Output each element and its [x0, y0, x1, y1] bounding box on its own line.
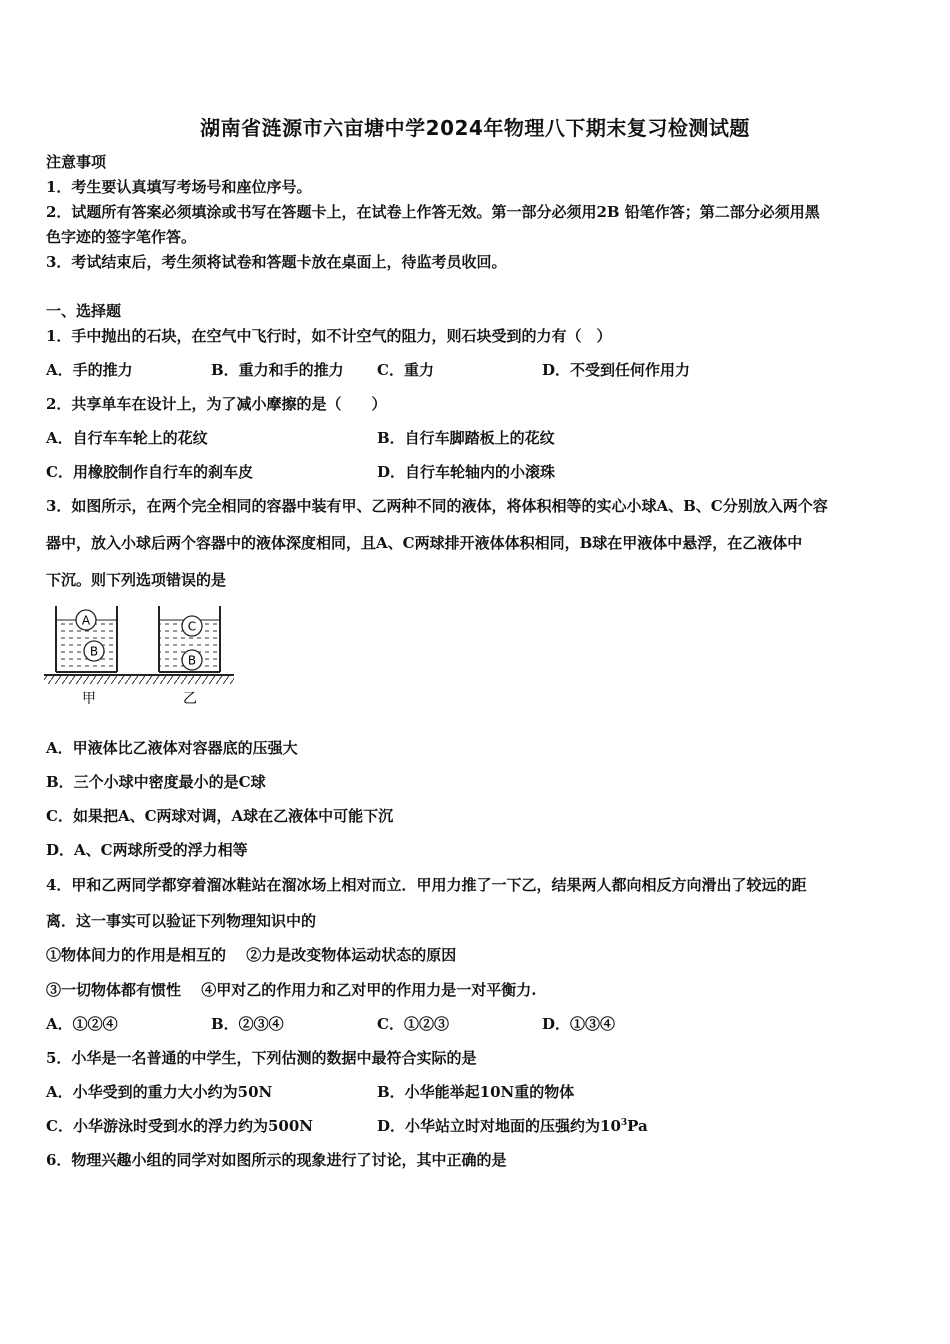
q1-option-b[interactable]: B．重力和手的推力	[211, 361, 344, 379]
q5-option-c[interactable]: C．小华游泳时受到水的浮力约为500N	[46, 1117, 313, 1135]
q5-stem: 5．小华是一名普通的中学生，下列估测的数据中最符合实际的是	[46, 1049, 477, 1067]
notice-item-1: 1．考生要认真填写考场号和座位序号。	[46, 178, 312, 196]
q5-option-d-text: D．小华站立时对地面的压强约为10	[377, 1117, 621, 1135]
q3-option-b[interactable]: B．三个小球中密度最小的是C球	[46, 773, 266, 791]
q2-option-c[interactable]: C．用橡胶制作自行车的刹车皮	[46, 463, 253, 481]
notice-heading: 注意事项	[46, 153, 107, 171]
q5-option-d-unit: Pa	[627, 1117, 648, 1135]
q3-stem-line-2: 器中，放入小球后两个容器中的液体深度相同，且A、C两球排开液体体积相同，B球在甲液体中悬浮，在乙液体中	[46, 534, 803, 552]
q5-option-a[interactable]: A．小华受到的重力大小约为50N	[46, 1083, 273, 1101]
q2-option-d[interactable]: D．自行车轮轴内的小滚珠	[377, 463, 556, 481]
notice-item-2-cont: 色字迹的签字笔作答。	[46, 228, 197, 246]
section-heading: 一、选择题	[46, 302, 122, 320]
q3-containers-figure	[44, 600, 234, 712]
notice-item-2: 2．试题所有答案必须填涂或书写在答题卡上，在试卷上作答无效。第一部分必须用2B 铅笔作答；第二部分必须用黑	[46, 203, 820, 221]
q4-statements-2: ③一切物体都有惯性 ④甲对乙的作用力和乙对甲的作用力是一对平衡力.	[46, 981, 537, 999]
q3-stem-line-1: 3．如图所示，在两个完全相同的容器中装有甲、乙两种不同的液体，将体积相等的实心小球A、B、C分别放入两个容	[46, 497, 828, 515]
q2-option-a[interactable]: A．自行车车轮上的花纹	[46, 429, 208, 447]
q6-stem: 6．物理兴趣小组的同学对如图所示的现象进行了讨论，其中正确的是	[46, 1151, 507, 1169]
q4-option-a[interactable]: A．①②④	[46, 1015, 118, 1033]
label-jia: 甲	[82, 691, 96, 707]
ball-b-right-label: B	[187, 653, 197, 668]
q3-option-c[interactable]: C．如果把A、C两球对调，A球在乙液体中可能下沉	[46, 807, 394, 825]
q2-stem: 2．共享单车在设计上，为了减小摩擦的是（ ）	[46, 395, 387, 413]
page-title: 湖南省涟源市六亩塘中学2024年物理八下期末复习检测试题	[200, 116, 750, 140]
q1-stem: 1．手中抛出的石块，在空气中飞行时，如不计空气的阻力，则石块受到的力有（ ）	[46, 327, 612, 345]
q2-option-b[interactable]: B．自行车脚踏板上的花纹	[377, 429, 555, 447]
q3-option-a[interactable]: A．甲液体比乙液体对容器底的压强大	[46, 739, 298, 757]
ball-c-label: C	[187, 619, 197, 634]
q3-option-d[interactable]: D．A、C两球所受的浮力相等	[46, 841, 248, 859]
ball-a-label: A	[81, 613, 91, 628]
q4-option-b[interactable]: B．②③④	[211, 1015, 284, 1033]
container-right	[159, 606, 220, 672]
q1-option-a[interactable]: A．手的推力	[46, 361, 133, 379]
q1-option-d[interactable]: D．不受到任何作用力	[542, 361, 691, 379]
q5-option-d[interactable]	[377, 1116, 648, 1136]
q4-statements-1: ①物体间力的作用是相互的 ②力是改变物体运动状态的原因	[46, 946, 457, 964]
q5-option-d-exponent: 3	[620, 1118, 628, 1128]
q4-stem-line-2: 离．这一事实可以验证下列物理知识中的	[46, 912, 317, 930]
container-left	[56, 606, 117, 672]
q4-option-d[interactable]: D．①③④	[542, 1015, 616, 1033]
q4-option-c[interactable]: C．①②③	[377, 1015, 449, 1033]
ground	[44, 675, 234, 684]
notice-item-3: 3．考试结束后，考生须将试卷和答题卡放在桌面上，待监考员收回。	[46, 253, 507, 271]
q4-stem-line-1: 4．甲和乙两同学都穿着溜冰鞋站在溜冰场上相对而立．甲用力推了一下乙，结果两人都向相反方向滑出了较远的距	[46, 876, 807, 894]
ball-b-left-label: B	[89, 644, 99, 659]
q3-stem-line-3: 下沉。则下列选项错误的是	[46, 571, 227, 589]
q1-option-c[interactable]: C．重力	[377, 361, 434, 379]
label-yi: 乙	[183, 691, 197, 707]
q5-option-b[interactable]: B．小华能举起10N重的物体	[377, 1083, 575, 1101]
